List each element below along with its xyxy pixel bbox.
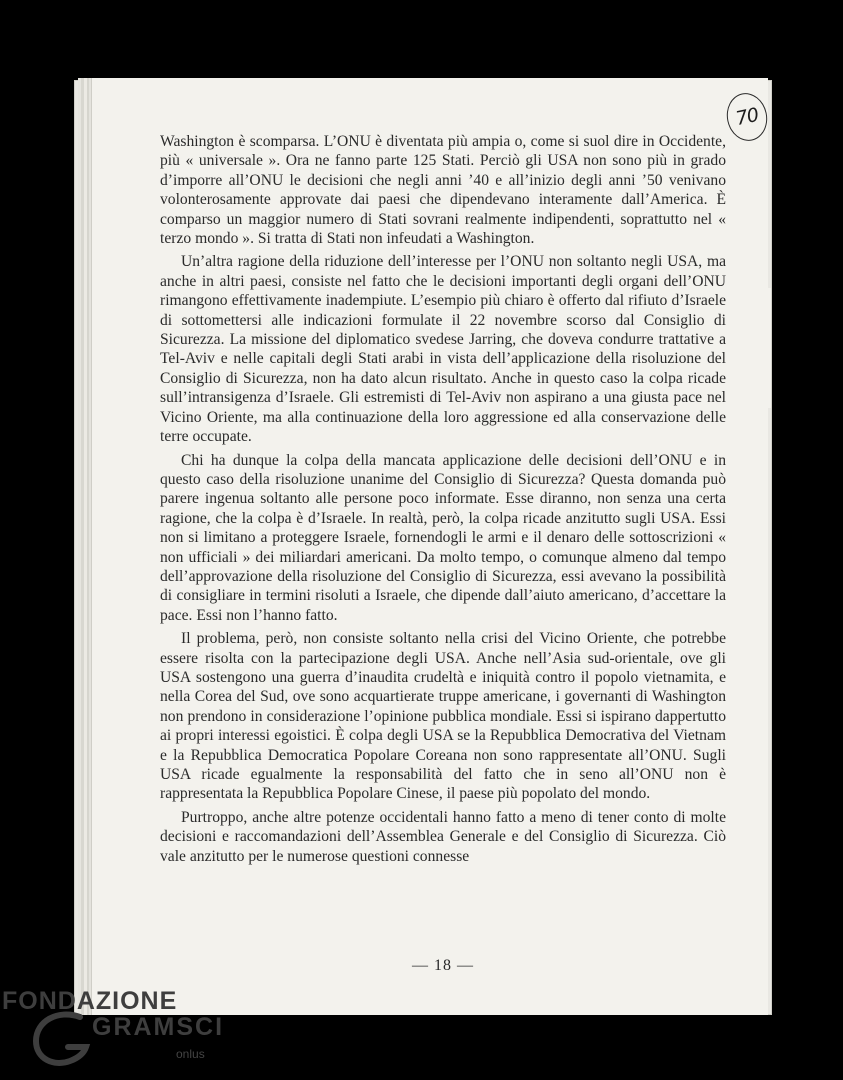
paragraph-3: Chi ha dunque la colpa della mancata applicazione delle decisioni dell’ONU e in questo caso della risoluzione unanime del Consiglio di Sicurezza? Questa domanda può parere ingenua soltanto alle persone poco informate. Esse diranno, non senza una certa ragione, che la colpa è d’Israele. In realtà, però, la colpa ricade anzitutto sugli USA. Essi non si limitano a proteggere Israele, fornendogli le armi e il denaro delle sottoscrizioni « non ufficiali » dei miliardari americani. Da molto tempo, o comunque almeno dal tempo dell’approvazione della risoluzione del Consiglio di Sicurezza, essi avevano la possibilità di consigliare in termini risoluti a Israele, che dipende dall’aiuto americano, d’accettare la pace. Essi non l’hanno fatto. xyxy=(160,451,726,624)
watermark-line1: FONDAZIONE xyxy=(2,987,178,1015)
paragraph-5: Purtroppo, anche altre potenze occidentali hanno fatto a meno di tener conto di molte decisioni e raccomandazioni dell’Assemblea Generale e del Consiglio di Sicurezza. Ciò vale anzitutto per le numerose questioni connesse xyxy=(160,808,726,865)
document-body xyxy=(160,132,726,870)
watermark-onlus: onlus xyxy=(176,1047,205,1061)
annotation-text: 70 xyxy=(733,103,761,131)
watermark-line2: GRAMSCI xyxy=(92,1013,225,1041)
fondazione-gramsci-watermark xyxy=(0,985,260,1075)
paragraph-4: Il problema, però, non consiste soltanto nella crisi del Vicino Oriente, che potrebbe essere risolta con la partecipazione degli USA. Anche nell’Asia sud-orientale, ove gli USA sostengono una guerra d’inaudita crudeltà e iniquità contro il popolo vietnamita, e nella Corea del Sud, ove sono acquartierate truppe americane, i governanti di Washington non prendono in considerazione l’opinione pubblica mondiale. Essi si ispirano dappertutto ai propri interessi egoistici. È colpa degli USA se la Repubblica Democrativa del Vietnam e la Repubblica Democratica Popolare Coreana non sono rappresentate all’ONU. Sugli USA ricade egualmente la responsabilità del fatto che in seno all’ONU non è rappresentata la Repubblica Popolare Cinese, il paese più popolato del mondo. xyxy=(160,630,726,803)
paragraph-1: Washington è scomparsa. L’ONU è diventata più ampia o, come si suol dire in Occidente, più « universale ». Ora ne fanno parte 125 Stati. Perciò gli USA non sono più in grado d’imporre all’ONU le decisioni che negli anni ’40 e all’inizio degli anni ’50 venivano volonterosamente approvate dai paesi che dipendevano interamente dall’America. È comparso un maggior numero di Stati sovrani realmente indipendenti, soprattutto nel « terzo mondo ». Si tratta di Stati non infeudati a Washington. xyxy=(160,133,726,248)
watermark-swoosh-icon xyxy=(28,1007,98,1071)
paragraph-2: Un’altra ragione della riduzione dell’interesse per l’ONU non soltanto negli USA, ma anche in altri paesi, consiste nel fatto che le decisioni importanti degli organi dell’ONU rimangono effettivamente inadempiute. L’esempio più chiaro è offerto dal rifiuto d’Israele di sottomettersi alle indicazioni formulate il 22 novembre scorso dal Consiglio di Sicurezza. La missione del diplomatico svedese Jarring, che doveva condurre trattative a Tel-Aviv e nelle capitali degli Stati arabi in vista dell’applicazione della risoluzione del Consiglio di Sicurezza, non ha dato alcun risultato. Anche in questo caso la colpa ricade sull’intransigenza d’Israele. Gli estremisti di Tel-Aviv non aspirano a una giusta pace nel Vicino Oriente, ma alla continuazione della loro aggressione ed alla conservazione delle terre occupate. xyxy=(160,253,726,446)
page-number: — 18 — xyxy=(412,957,474,974)
page-edge xyxy=(765,288,771,408)
